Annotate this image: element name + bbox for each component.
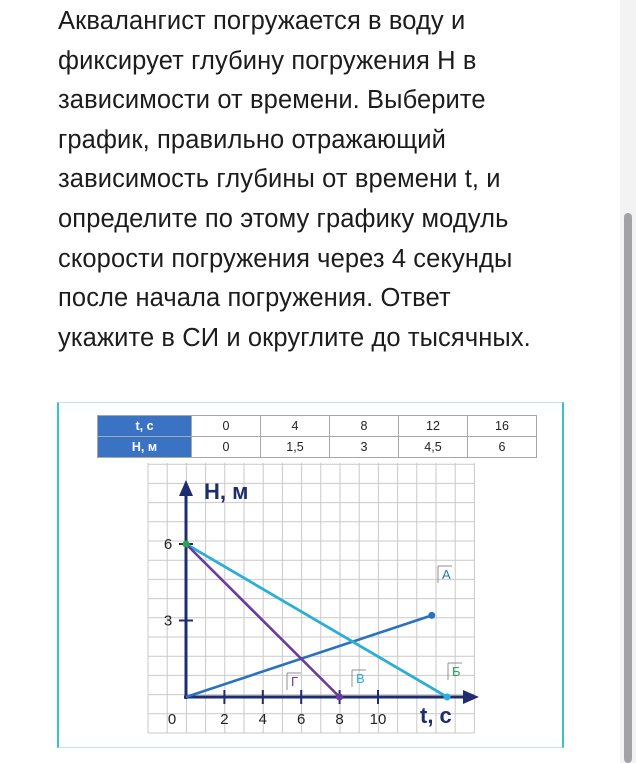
question-line: Аквалангист погружается в воду и [58,7,466,35]
x-tick-label: 6 [297,711,306,728]
table-cell: 4 [261,416,330,437]
series-label: А [442,567,451,582]
series-point [444,694,451,701]
question-line: скорости погружения через 4 секунды [58,244,513,273]
table-cell: 12 [399,416,468,437]
y-axis-label: H, м [204,479,249,504]
table-cell: 3 [330,437,399,458]
question-line: укажите в СИ и округлите до тысячных. [58,323,531,352]
table-cell: 0 [192,437,261,458]
x-axis-arrow [463,690,479,704]
question-line: зависимости от времени. Выберите [58,86,486,115]
y-tick-label: 6 [163,536,173,553]
series-label: Г [291,674,299,689]
x-tick-label: 2 [220,711,229,728]
series-point [336,694,343,701]
question-line: фиксирует глубину погружения H в [58,46,477,75]
x-tick-label: 4 [258,711,267,728]
series-lines [183,541,451,701]
question-line: после начала погружения. Ответ [58,284,451,313]
question-line: график, правильно отражающий [58,125,446,154]
table-cell: 4,5 [399,437,468,458]
series-label: Б [452,664,461,679]
series-point [183,541,190,548]
table-header-h: H, м [98,437,192,458]
axes [179,480,479,704]
table-header-t: t, c [98,416,192,437]
x-tick-label: 0 [167,711,177,728]
y-tick-label: 3 [163,612,173,630]
x-tick-label: 8 [335,711,344,728]
table-cell: 8 [330,416,399,437]
y-axis-arrow [179,480,193,496]
question-line: зависимость глубины от времени t, и [58,165,501,194]
series-label: В [356,671,365,686]
series-point [428,612,435,619]
x-tick-label: 10 [369,711,387,728]
table-cell: 1,5 [261,437,330,458]
table-cell: 0 [192,416,261,437]
question-line: определите по этому графику модуль [58,204,509,233]
table-cell: 16 [468,416,537,437]
x-axis-label: t, с [420,703,452,728]
table-cell: 6 [468,437,537,458]
